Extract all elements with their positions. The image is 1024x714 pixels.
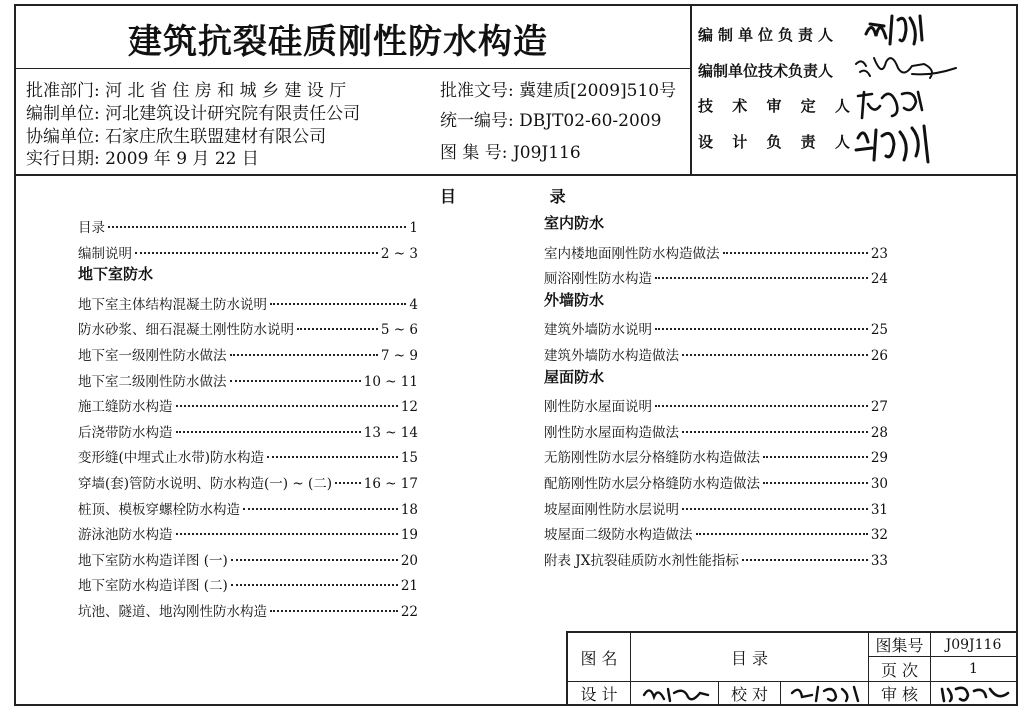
toc-section-heading: 屋面防水 (544, 367, 605, 386)
unified-no-label: 统一编号: (440, 111, 514, 131)
toc-entry[interactable] (78, 421, 418, 441)
toc-entry[interactable] (544, 523, 888, 543)
toc-entry[interactable] (78, 472, 418, 492)
toc-entry-title: 游泳池防水构造 (78, 527, 173, 544)
toc-entry-page: 27 (870, 399, 888, 416)
toc-leader-dots (742, 559, 868, 561)
toc-entry-page: 22 (400, 604, 418, 620)
toc-entry-page: 5 ~ 6 (380, 322, 418, 339)
toc-entry[interactable] (78, 242, 418, 262)
toc-leader-dots (270, 303, 406, 305)
approval-dept-label: 批准部门: (26, 81, 100, 101)
tb-atlas-no-label: 图集号 (875, 636, 924, 655)
toc-entry-title: 附表 JX抗裂硅质防水剂性能指标 (544, 552, 739, 569)
toc-entry-page: 28 (870, 424, 888, 441)
toc-entry-title: 地下室二级刚性防水做法 (78, 373, 227, 390)
toc-leader-dots (231, 584, 398, 586)
toc-leader-dots (231, 559, 398, 561)
toc-leader-dots (267, 456, 398, 458)
header-divider (14, 174, 1018, 176)
approval-no (440, 80, 676, 102)
tb-signature-designer (640, 683, 712, 703)
toc-entry-page: 15 (400, 450, 418, 467)
toc-leader-dots (176, 405, 398, 407)
tb-drawing-name-label: 图 名 (580, 648, 618, 668)
toc-entry-page: 4 (409, 296, 418, 313)
signature-compiler-head (862, 10, 932, 50)
toc-entry-page: 13 ~ 14 (363, 424, 418, 441)
toc-entry-page: 33 (870, 552, 888, 569)
toc-entry[interactable] (78, 293, 418, 313)
tb-drawing-name: 目 录 (730, 648, 769, 668)
toc-entry-title: 编制说明 (78, 245, 132, 262)
toc-entry-page: 1 (409, 220, 418, 236)
toc-leader-dots (655, 405, 868, 407)
toc-entry[interactable] (78, 318, 418, 338)
toc-leader-dots (297, 328, 378, 330)
toc-entry[interactable] (544, 446, 888, 466)
toc-leader-dots (176, 431, 361, 433)
toc-entry-title: 刚性防水屋面说明 (544, 399, 652, 416)
compiler-label: 编制单位: (26, 104, 100, 124)
toc-entry-page: 29 (870, 450, 888, 467)
signature-design-head (852, 120, 942, 168)
toc-entry-title: 地下室防水构造详图 (一) (78, 552, 228, 569)
toc-leader-dots (270, 610, 398, 612)
co-compiler-label: 协编单位: (26, 127, 100, 147)
toc-entry-title: 坑池、隧道、地沟刚性防水构造 (78, 604, 267, 620)
toc-entry[interactable] (78, 395, 418, 415)
toc-entry[interactable] (78, 498, 418, 518)
title-block (566, 631, 1016, 704)
toc-entry-page: 7 ~ 9 (380, 348, 418, 364)
approval-no-value: 冀建质[2009]510号 (519, 81, 677, 101)
unified-no (440, 110, 661, 132)
toc-entry-page: 21 (400, 578, 418, 595)
toc-entry[interactable] (78, 574, 418, 594)
tb-v5 (780, 681, 781, 704)
sig-label-tech-approver: 技 术 审 定 人 (698, 97, 857, 115)
co-compiler (26, 126, 326, 148)
toc-section-heading: 地下室防水 (78, 265, 154, 284)
tb-check-label: 校 对 (730, 684, 769, 704)
tb-page-label: 页 次 (880, 660, 919, 680)
co-compiler-value: 石家庄欣生联盟建材有限公司 (105, 127, 327, 147)
toc-leader-dots (655, 277, 868, 279)
tb-design-label: 设 计 (580, 684, 618, 704)
sig-label-tech-head: 编制单位技术负责人 (698, 62, 834, 80)
approval-dept (26, 80, 346, 102)
atlas-no-label: 图 集 号: (440, 143, 508, 163)
toc-leader-dots (723, 252, 868, 254)
tb-review-label: 审 核 (880, 684, 919, 704)
toc-entry[interactable] (78, 446, 418, 466)
toc-entry-page: 2 ~ 3 (380, 245, 418, 262)
toc-leader-dots (682, 508, 868, 510)
toc-entry-page: 19 (400, 527, 418, 544)
toc-leader-dots (230, 354, 378, 356)
toc-entry-title: 地下室一级刚性防水做法 (78, 348, 227, 364)
signature-tech-head (852, 48, 962, 88)
toc-entry-title: 建筑外墙防水构造做法 (544, 348, 679, 364)
toc-entry-title: 坡屋面刚性防水层说明 (544, 501, 679, 518)
toc-entry-title: 建筑外墙防水说明 (544, 322, 652, 339)
toc-entry[interactable] (78, 344, 418, 364)
toc-entry-title: 防水砂浆、细石混凝土刚性防水说明 (78, 322, 294, 339)
toc-entry[interactable] (544, 498, 888, 518)
toc-entry-title: 穿墙(套)管防水说明、防水构造(一) ~ (二) (78, 476, 332, 492)
toc-entry-page: 25 (870, 322, 888, 339)
compiler (26, 103, 360, 125)
toc-entry-page: 32 (870, 527, 888, 544)
toc-entry-page: 26 (870, 348, 888, 364)
tb-signature-checker (788, 683, 864, 703)
toc-entry[interactable] (78, 549, 418, 569)
toc-entry-page: 20 (400, 552, 418, 569)
toc-entry[interactable] (78, 600, 418, 620)
toc-heading: 目 录 (440, 187, 610, 206)
toc-entry[interactable] (544, 395, 888, 415)
unified-no-value: DBJT02-60-2009 (519, 111, 662, 131)
toc-entry-title: 地下室主体结构混凝土防水说明 (78, 296, 267, 313)
toc-entry-title: 变形缝(中埋式止水带)防水构造 (78, 450, 265, 467)
toc-entry[interactable] (78, 370, 418, 390)
tb-atlas-no: J09J116 (945, 636, 1002, 653)
toc-entry[interactable] (544, 549, 888, 569)
toc-entry[interactable] (544, 242, 888, 262)
impl-date-label: 实行日期: (26, 149, 100, 169)
toc-leader-dots (696, 533, 868, 535)
page-title: 建筑抗裂硅质刚性防水构造 (128, 22, 548, 62)
sig-label-design-head: 设 计 负 责 人 (698, 133, 857, 151)
toc-entry-page: 10 ~ 11 (363, 373, 418, 390)
tb-page: 1 (969, 661, 978, 677)
toc-entry-title: 室内楼地面刚性防水构造做法 (544, 245, 720, 262)
toc-entry-title: 桩顶、模板穿螺栓防水构造 (78, 501, 240, 518)
toc-entry-title: 厕浴刚性防水构造 (544, 271, 652, 288)
toc-leader-dots (655, 328, 868, 330)
toc-entry-title: 坡屋面二级防水构造做法 (544, 527, 693, 544)
impl-date-value: 2009 年 9 月 22 日 (105, 149, 259, 169)
toc-entry-page: 12 (400, 399, 418, 416)
toc-entry[interactable] (544, 318, 888, 338)
toc-entry-title: 施工缝防水构造 (78, 399, 173, 416)
toc-leader-dots (176, 533, 398, 535)
header-vertical-divider (690, 4, 692, 175)
toc-section-heading: 室内防水 (544, 214, 605, 232)
sig-label-compiler-head: 编制单位负责人 (698, 26, 839, 44)
atlas-no-value: J09J116 (512, 143, 581, 163)
toc-entry-title: 刚性防水屋面构造做法 (544, 424, 679, 441)
toc-entry-page: 23 (870, 245, 888, 262)
toc-leader-dots (682, 431, 868, 433)
compiler-value: 河北建筑设计研究院有限责任公司 (105, 104, 361, 124)
toc-entry[interactable] (544, 267, 888, 287)
approval-no-label: 批准文号: (440, 81, 514, 101)
toc-entry[interactable] (544, 421, 888, 441)
impl-date (26, 148, 259, 170)
toc-section-heading: 外墙防水 (544, 290, 605, 309)
toc-leader-dots (243, 508, 398, 510)
tb-signature-reviewer (938, 683, 1012, 703)
toc-left-column (78, 216, 418, 626)
toc-entry[interactable] (78, 216, 418, 236)
title-underline (14, 68, 691, 69)
toc-entry-page: 31 (870, 501, 888, 518)
toc-entry-title: 配筋刚性防水层分格缝防水构造做法 (544, 476, 760, 492)
toc-leader-dots (135, 252, 378, 254)
toc-entry-page: 16 ~ 17 (363, 476, 418, 492)
toc-entry-title: 目录 (78, 220, 105, 236)
toc-right-column (544, 216, 888, 576)
toc-leader-dots (335, 482, 361, 484)
toc-entry-title: 无筋刚性防水层分格缝防水构造做法 (544, 450, 760, 467)
signature-tech-approver (852, 84, 932, 124)
atlas-no (440, 142, 581, 164)
toc-entry-page: 18 (400, 501, 418, 518)
toc-entry-page: 24 (870, 271, 888, 288)
toc-entry[interactable] (78, 523, 418, 543)
toc-entry-title: 后浇带防水构造 (78, 424, 173, 441)
toc-leader-dots (763, 482, 868, 484)
toc-leader-dots (230, 380, 361, 382)
toc-leader-dots (763, 456, 868, 458)
toc-entry[interactable] (544, 472, 888, 492)
toc-entry-page: 30 (870, 476, 888, 492)
toc-entry-title: 地下室防水构造详图 (二) (78, 578, 228, 595)
toc-entry[interactable] (544, 344, 888, 364)
toc-leader-dots (108, 226, 406, 228)
tb-mid-line (566, 681, 1016, 682)
toc-leader-dots (682, 354, 868, 356)
approval-dept-value: 河 北 省 住 房 和 城 乡 建 设 厅 (105, 81, 347, 101)
